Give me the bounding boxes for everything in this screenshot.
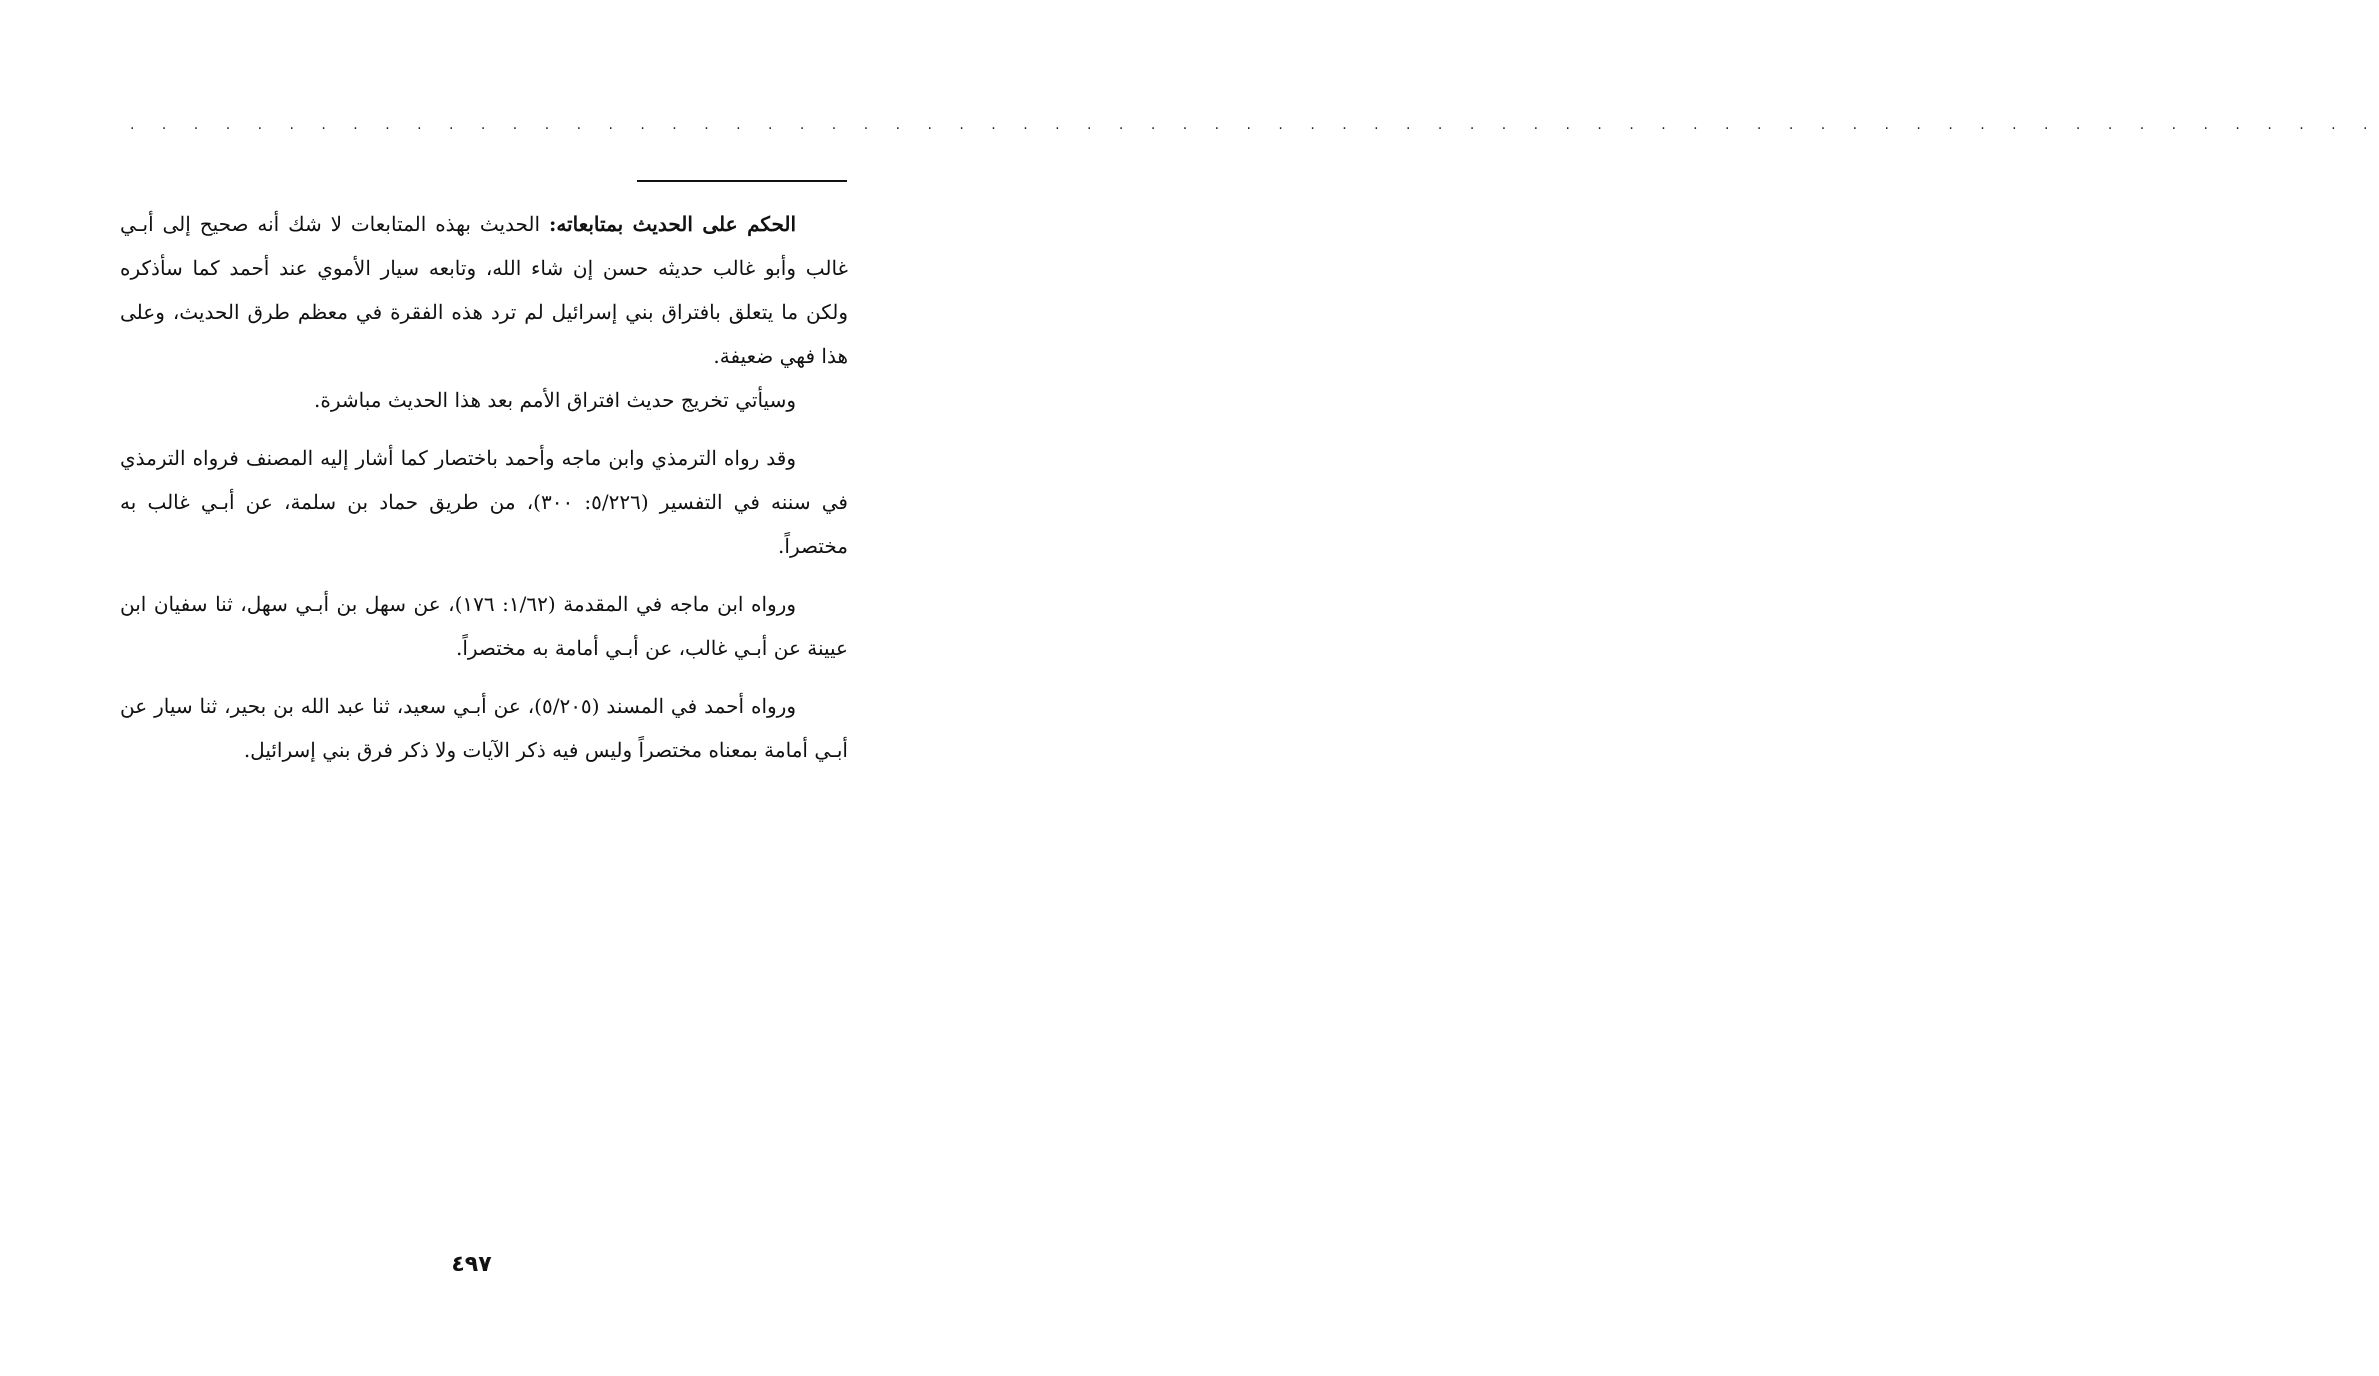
top-dotted-separator: . . . . . . . . . . . . . . . . . . . . . . . . . . . . . . . . . . . . . . . . . . . . . . . . . . . . . . . . . . . . . . . . . . . . . . . (130, 117, 2379, 133)
paragraph-ahmad: ورواه أحمد في المسند (٥/٢٠٥)، عن أبـي سعيد، ثنا عبد الله بن بحير، ثنا سيار عن أبـي أمامة بمعناه مختصراً وليس فيه ذكر الآيات ولا ذكر فرق بني إسرائيل. (120, 694, 848, 762)
paragraph-lead: الحكم على الحديث بمتابعاته: (548, 212, 796, 236)
page-number: ٤٩٧ (451, 1252, 492, 1277)
paragraph-ruling (120, 202, 848, 378)
paragraph-cross-reference: وسيأتي تخريج حديث افتراق الأمم بعد هذا الحديث مباشرة. (314, 388, 796, 412)
paragraph-text: الحديث بهذه المتابعات لا شك أنه صحيح إلى أبـي غالب وأبو غالب حديثه حسن إن شاء الله، وتابعه سيار الأموي عند أحمد كما سأذكره ولكن ما يتعلق بافتراق بني إسرائيل لم ترد هذه الفقرة في معظم طرق الحديث، وعلى هذا فهي ضعيفة. (120, 212, 848, 368)
paragraph-ibn-majah: ورواه ابن ماجه في المقدمة (١/٦٢: ١٧٦)، عن سهل بن أبـي سهل، ثنا سفيان ابن عيينة عن أبـي غالب، عن أبـي أمامة به مختصراً. (120, 592, 848, 660)
footnote-rule (637, 180, 847, 182)
paragraph-tirmidhi: وقد رواه الترمذي وابن ماجه وأحمد باختصار كما أشار إليه المصنف فرواه الترمذي في سننه في التفسير (٥/٢٢٦: ٣٠٠)، من طريق حماد بن سلمة، عن أبـي غالب به مختصراً. (120, 446, 848, 558)
footnote-text-block (120, 202, 848, 772)
